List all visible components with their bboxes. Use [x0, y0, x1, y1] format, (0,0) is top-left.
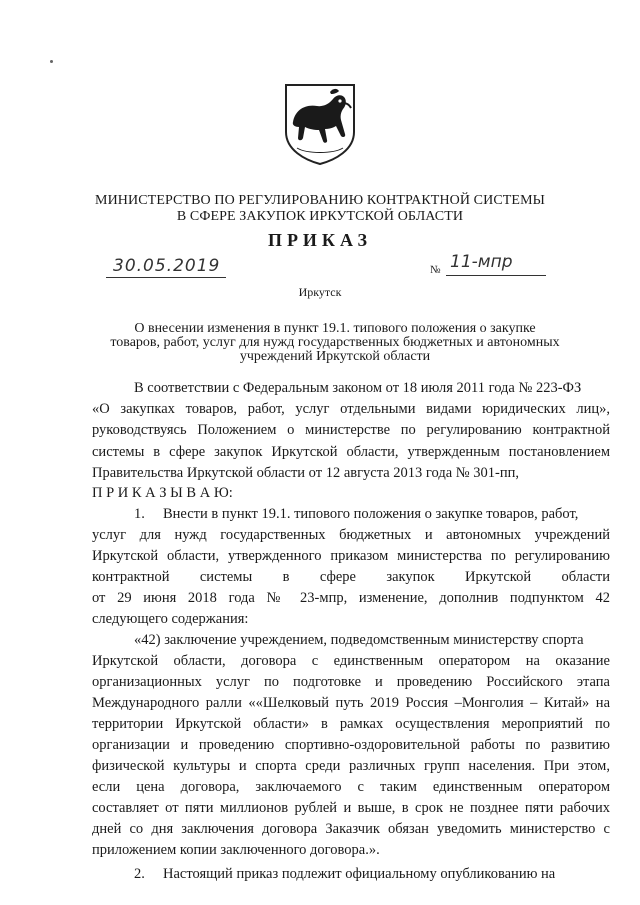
handwritten-date: 30.05.2019: [113, 256, 221, 276]
body-line: Иркутской области, договора с единственным оператором на оказание: [92, 653, 610, 669]
body-line: от 29 июня 2018 года № 23-мпр, изменение, дополнив подпунктом 42: [92, 590, 610, 606]
date-underline: [106, 277, 226, 278]
body-line: Правительства Иркутской области от 12 августа 2013 года № 301-пп,: [92, 465, 519, 481]
coat-of-arms-icon: [283, 82, 357, 166]
body-line: приложением копии заключенного договора.».: [92, 842, 380, 858]
body-line: территории Иркутской области» в рамках осуществления мероприятий по: [92, 716, 610, 732]
body-line: контрактной системы в сфере закупок Иркутской области: [92, 569, 610, 585]
subject-line: товаров, работ, услуг для нужд государственных бюджетных и автономных: [110, 335, 560, 350]
body-line: дней со дня заключения договора Заказчик обязан уведомить министерство с: [92, 821, 610, 837]
scan-speck: [50, 60, 53, 63]
subject-line: О внесении изменения в пункт 19.1. типового положения о закупке: [134, 321, 536, 336]
body-line: организационных услуг по подготовке и проведению Российского этапа: [92, 674, 610, 690]
body-line: следующего содержания:: [92, 611, 249, 627]
subject-line: учреждений Иркутской области: [239, 349, 431, 364]
body-line: Иркутской области, утвержденного приказом министерства по регулированию: [92, 548, 610, 564]
body-line: В соответствии с Федеральным законом от 18 июля 2011 года № 223-ФЗ: [134, 380, 582, 396]
body-line: руководствуясь Положением о министерстве по регулированию контрактной: [92, 422, 610, 438]
body-line: услуг для нужд государственных бюджетных и автономных учреждений: [92, 527, 610, 543]
body-line: 2. Настоящий приказ подлежит официальному опубликованию на: [134, 866, 556, 882]
body-line: «О закупках товаров, работ, услуг отдельными видами юридических лиц»,: [92, 401, 610, 417]
body-line: системы в сфере закупок Иркутской области, утвержденным постановлением: [92, 444, 610, 460]
body-line: организации и проведению спортивно-оздоровительной работы по развитию: [92, 737, 610, 753]
body-line: Международного ралли ««Шелковый путь 2019 Россия –Монголия – Китай» на: [92, 695, 610, 711]
handwritten-number: 11-мпр: [450, 252, 513, 272]
body-line: физической культуры и спорта среди различных групп населения. При этом,: [92, 758, 610, 774]
body-line: составляет от пяти миллионов рублей и выше, в срок не позднее пяти рабочих: [92, 800, 610, 816]
body-line: если цена договора, заключаемого с таким единственным оператором: [92, 779, 610, 795]
number-label: №: [430, 264, 441, 276]
number-underline: [446, 275, 546, 276]
city-name: Иркутск: [298, 285, 342, 299]
ministry-name-line2: В СФЕРЕ ЗАКУПОК ИРКУТСКОЙ ОБЛАСТИ: [176, 209, 464, 224]
body-line: «42) заключение учреждением, подведомственным министерству спорта: [134, 632, 584, 648]
order-keyword: П Р И К А З Ы В А Ю:: [92, 485, 233, 501]
document-type-title: ПРИКАЗ: [267, 230, 373, 250]
ministry-name-line1: МИНИСТЕРСТВО ПО РЕГУЛИРОВАНИЮ КОНТРАКТНОЙ СИСТЕМЫ: [95, 193, 545, 208]
body-line: 1. Внести в пункт 19.1. типового положения о закупке товаров, работ,: [134, 506, 579, 522]
